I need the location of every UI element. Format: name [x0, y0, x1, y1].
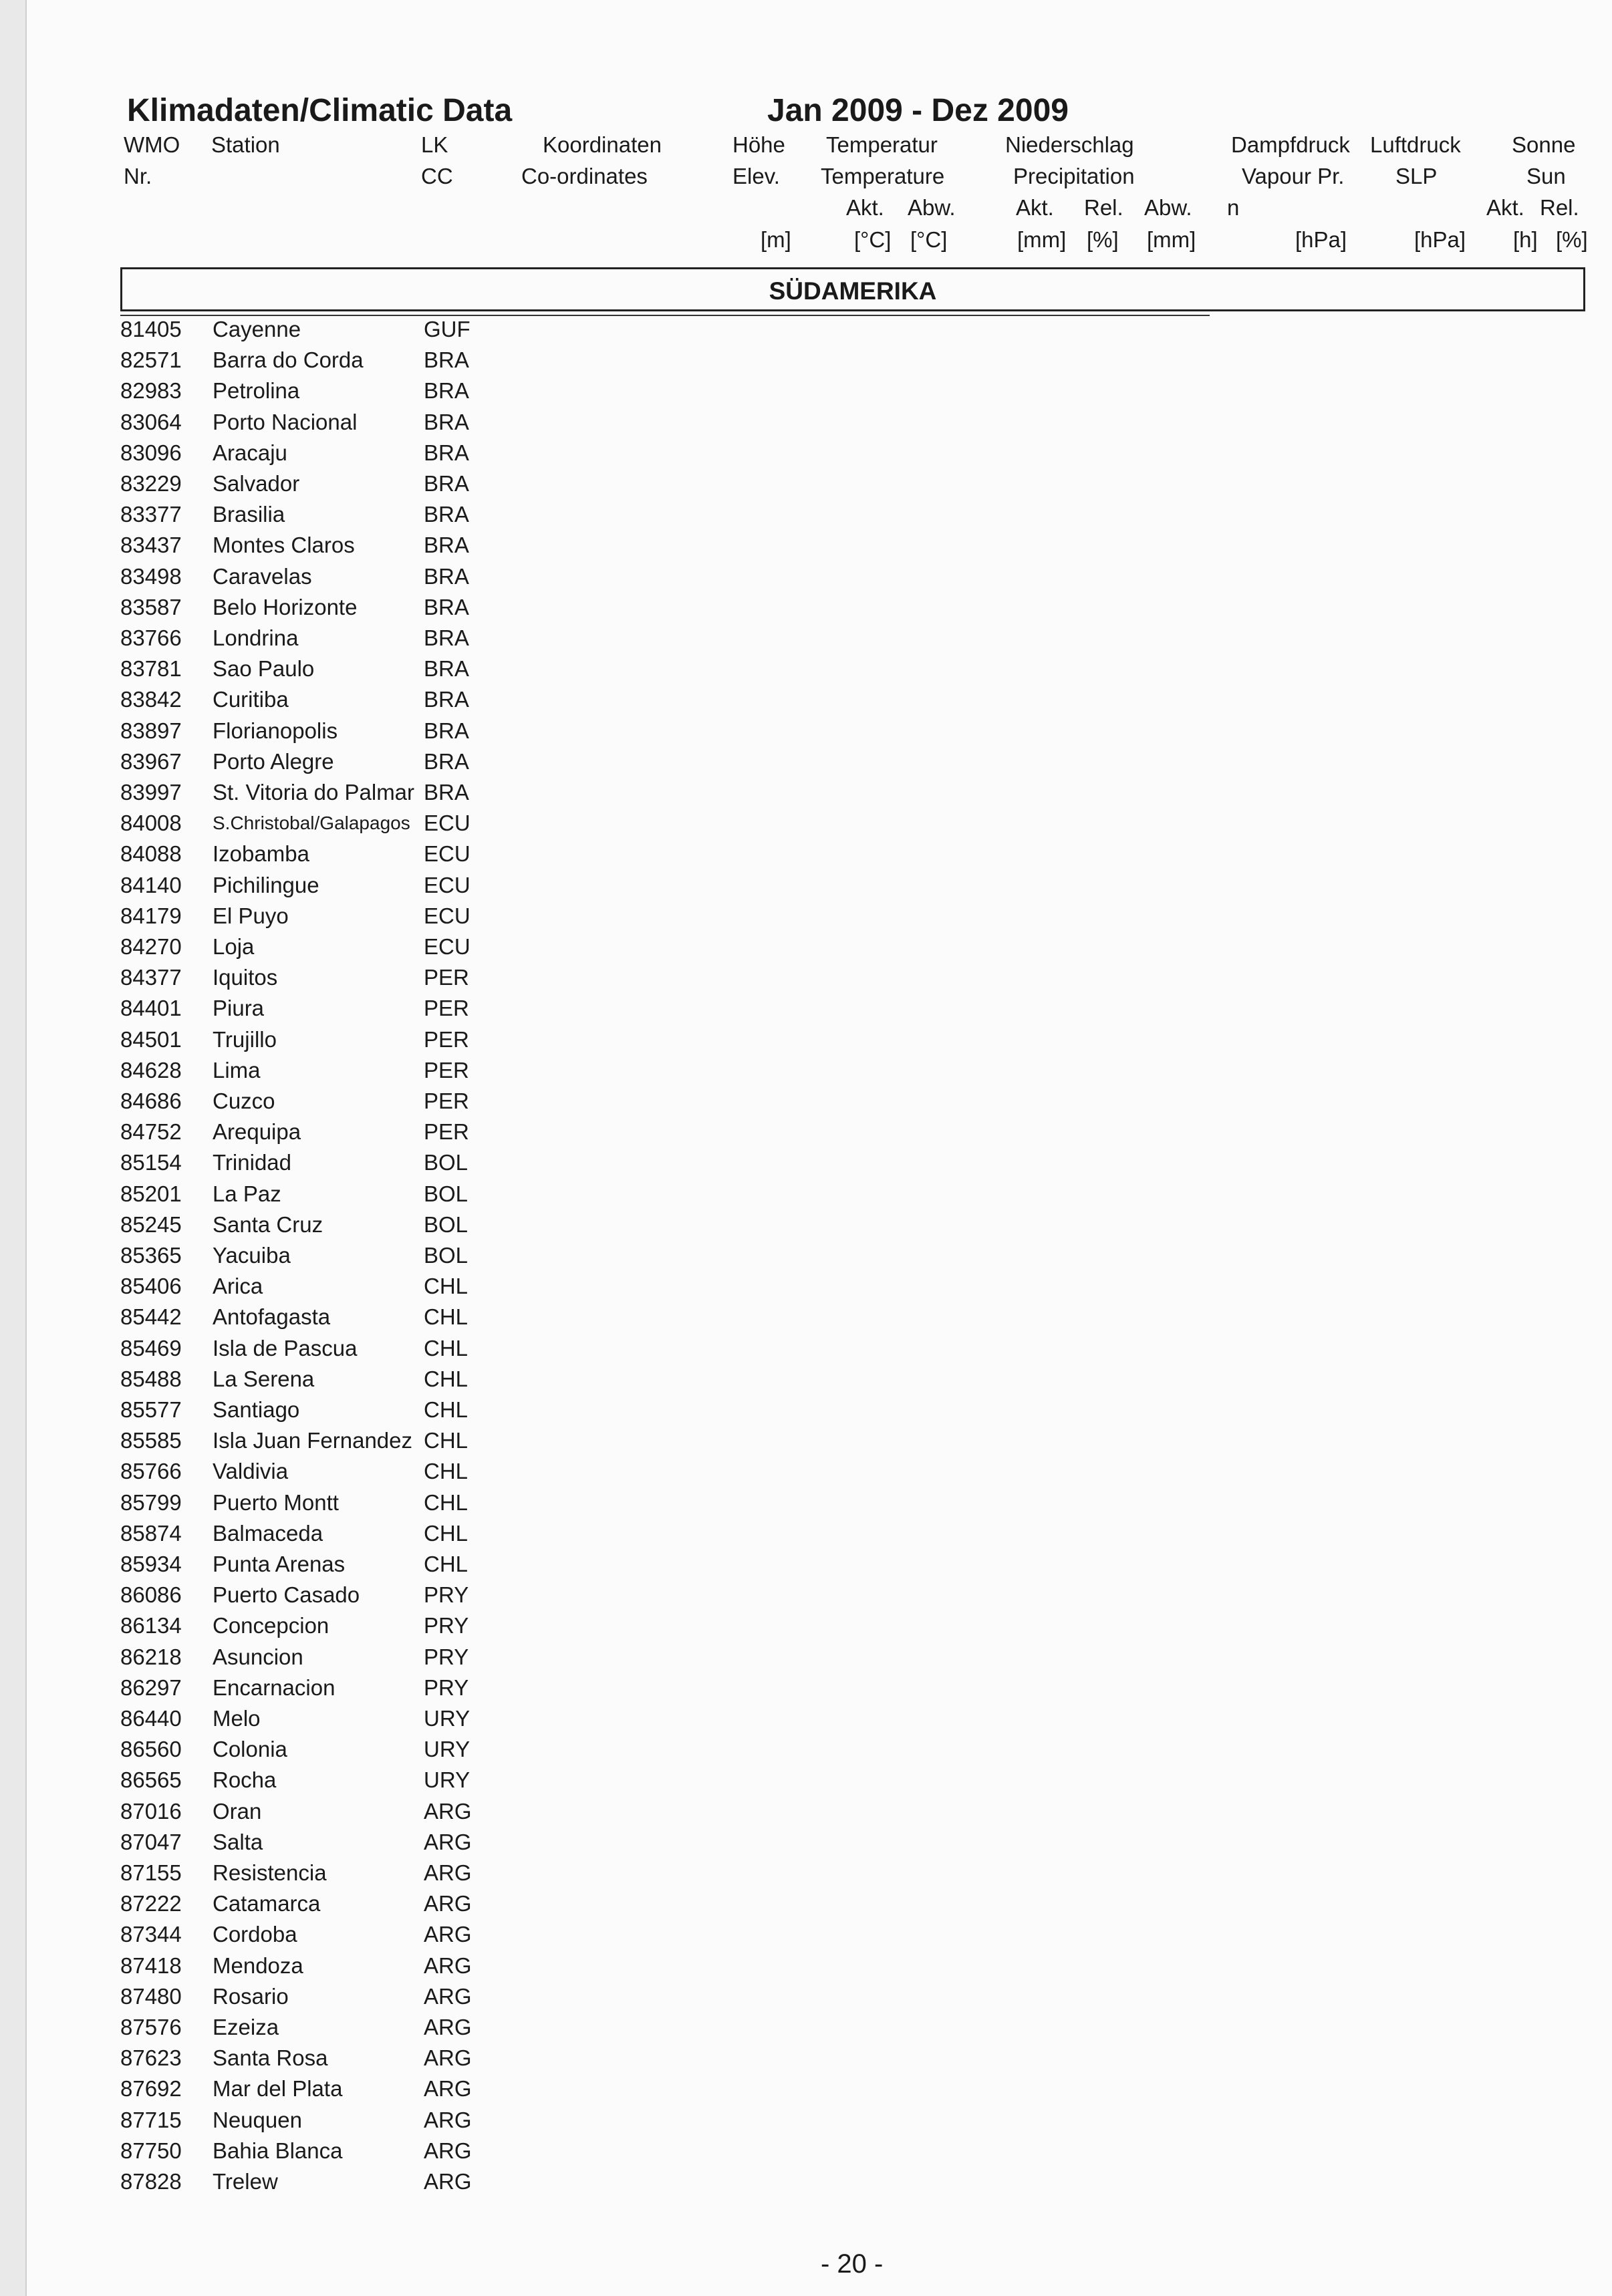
hdr-lk: LK	[421, 132, 448, 157]
page-title: Klimadaten/Climatic Data	[127, 93, 513, 128]
hdr-niederschlag: Niederschlag	[1005, 132, 1134, 157]
cell-station: Asuncion	[213, 1644, 303, 1669]
cell-cc: CHL	[424, 1366, 468, 1391]
hdr-hoehe: Höhe	[732, 132, 785, 157]
cell-station: Belo Horizonte	[213, 594, 358, 619]
cell-station: Brasilia	[213, 502, 285, 527]
hdr-sun-rel: Rel.	[1540, 195, 1579, 220]
cell-cc: CHL	[424, 1304, 468, 1330]
hdr-sun: Sun	[1526, 164, 1566, 188]
cell-cc: CHL	[424, 1552, 468, 1576]
cell-wmo: 87344	[120, 1922, 182, 1947]
hdr-coordinates: Co-ordinates	[521, 164, 648, 188]
cell-station: Yacuiba	[213, 1243, 291, 1268]
cell-station: Cuzco	[213, 1089, 275, 1113]
cell-wmo: 83766	[120, 625, 182, 650]
cell-station: Lima	[213, 1057, 261, 1083]
cell-cc: BRA	[424, 625, 469, 650]
cell-wmo: 85934	[120, 1552, 182, 1576]
cell-station: Bahia Blanca	[213, 2138, 343, 2163]
cell-wmo: 85365	[120, 1243, 182, 1268]
cell-cc: CHL	[424, 1459, 468, 1484]
cell-cc: PRY	[424, 1644, 469, 1669]
cell-station: Iquitos	[213, 965, 278, 990]
cell-cc: BRA	[424, 533, 469, 558]
cell-wmo: 87623	[120, 2045, 182, 2071]
cell-wmo: 87418	[120, 1953, 182, 1978]
cell-cc: ARG	[424, 1860, 472, 1885]
hdr-temperatur: Temperatur	[826, 132, 938, 157]
cell-wmo: 86440	[120, 1706, 182, 1731]
cell-station: Rosario	[213, 1983, 289, 2009]
cell-wmo: 85874	[120, 1520, 182, 1546]
cell-cc: CHL	[424, 1489, 468, 1515]
cell-wmo: 85488	[120, 1366, 182, 1391]
cell-cc: BRA	[424, 409, 469, 434]
cell-station: Trujillo	[213, 1026, 277, 1052]
cell-cc: BRA	[424, 563, 469, 589]
cell-wmo: 84088	[120, 841, 182, 867]
page-number: - 20 -	[821, 2249, 884, 2279]
cell-wmo: 84270	[120, 934, 182, 959]
cell-cc: PER	[424, 1057, 469, 1083]
hdr-luftdruck: Luftdruck	[1370, 132, 1461, 157]
cell-cc: BOL	[424, 1211, 468, 1237]
cell-cc: CHL	[424, 1274, 468, 1299]
cell-cc: ECU	[424, 841, 471, 867]
cell-cc: ECU	[424, 934, 471, 959]
cell-wmo: 87576	[120, 2015, 182, 2039]
unit-vapour: [hPa]	[1295, 227, 1347, 252]
cell-station: Caravelas	[213, 563, 312, 589]
cell-station: Arequipa	[213, 1119, 301, 1145]
cell-station: Trinidad	[213, 1150, 291, 1175]
cell-wmo: 87828	[120, 2169, 182, 2194]
cell-cc: URY	[424, 1706, 471, 1731]
cell-station: Balmaceda	[213, 1520, 323, 1546]
cell-cc: BRA	[424, 748, 469, 774]
cell-station: Puerto Montt	[213, 1489, 339, 1515]
cell-wmo: 86218	[120, 1644, 182, 1669]
cell-station: Porto Nacional	[213, 409, 358, 434]
cell-station: Cayenne	[213, 317, 301, 341]
cell-station: Mar del Plata	[213, 2076, 343, 2102]
cell-cc: ARG	[424, 1891, 472, 1916]
cell-wmo: 84008	[120, 811, 182, 836]
cell-station: Arica	[213, 1274, 263, 1299]
hdr-wmo: WMO	[124, 132, 180, 157]
cell-cc: ARG	[424, 2169, 472, 2194]
cell-station: Trelew	[213, 2169, 278, 2194]
cell-station: Montes Claros	[213, 533, 355, 558]
cell-station: Melo	[213, 1706, 261, 1731]
cell-station: Florianopolis	[213, 718, 338, 743]
cell-cc: BOL	[424, 1243, 468, 1268]
cell-cc: GUF	[424, 317, 471, 341]
cell-wmo: 83498	[120, 563, 182, 589]
cell-station: Loja	[213, 934, 255, 959]
cell-station: Oran	[213, 1798, 262, 1824]
cell-cc: ARG	[424, 2107, 472, 2132]
cell-station: Isla Juan Fernandez	[213, 1428, 413, 1453]
cell-wmo: 87480	[120, 1983, 182, 2009]
cell-wmo: 86560	[120, 1737, 182, 1762]
cell-cc: BRA	[424, 780, 469, 805]
cell-station: Catamarca	[213, 1891, 321, 1916]
cell-station: Aracaju	[213, 440, 287, 465]
unit-temp: [°C]	[854, 227, 892, 252]
cell-station: Izobamba	[213, 841, 309, 867]
cell-cc: PER	[424, 996, 469, 1021]
cell-cc: BOL	[424, 1181, 468, 1206]
cell-cc: ARG	[424, 2015, 472, 2039]
cell-station: El Puyo	[213, 903, 289, 928]
hdr-sonne: Sonne	[1512, 132, 1576, 157]
unit-sun-rel: [%]	[1556, 227, 1588, 252]
cell-cc: BRA	[424, 347, 469, 373]
hdr-slp: SLP	[1395, 164, 1438, 188]
cell-station: La Paz	[213, 1181, 281, 1206]
cell-wmo: 83437	[120, 533, 182, 558]
cell-cc: ARG	[424, 1922, 472, 1947]
cell-cc: BRA	[424, 594, 469, 619]
hdr-temp-abw: Abw.	[908, 195, 956, 220]
cell-station: Sao Paulo	[213, 656, 315, 682]
cell-station: Barra do Corda	[213, 347, 364, 373]
hdr-nr: Nr.	[124, 164, 152, 188]
cell-wmo: 84401	[120, 996, 182, 1021]
cell-cc: PER	[424, 1026, 469, 1052]
cell-cc: ARG	[424, 1798, 472, 1824]
cell-cc: URY	[424, 1767, 471, 1793]
cell-station: Curitiba	[213, 687, 289, 712]
cell-station: Porto Alegre	[213, 748, 334, 774]
hdr-prec-rel: Rel.	[1084, 195, 1123, 220]
hdr-prec-akt: Akt.	[1016, 195, 1054, 220]
cell-cc: ECU	[424, 872, 471, 897]
cell-wmo: 87692	[120, 2076, 182, 2102]
cell-station: Concepcion	[213, 1613, 329, 1638]
cell-wmo: 83997	[120, 780, 182, 805]
cell-wmo: 85469	[120, 1335, 182, 1360]
cell-wmo: 86565	[120, 1767, 182, 1793]
cell-wmo: 83842	[120, 687, 182, 712]
cell-cc: CHL	[424, 1428, 468, 1453]
cell-station: Punta Arenas	[213, 1552, 346, 1576]
hdr-prec-n: n	[1227, 195, 1240, 220]
cell-wmo: 83064	[120, 409, 182, 434]
cell-wmo: 83967	[120, 748, 182, 774]
cell-cc: BOL	[424, 1150, 468, 1175]
hdr-cc: CC	[421, 164, 453, 188]
cell-wmo: 87715	[120, 2107, 182, 2132]
cell-cc: PER	[424, 1119, 469, 1145]
cell-wmo: 86134	[120, 1613, 182, 1638]
cell-wmo: 84686	[120, 1089, 182, 1113]
cell-station: Mendoza	[213, 1953, 303, 1978]
cell-wmo: 84501	[120, 1026, 182, 1052]
cell-station: Rocha	[213, 1767, 277, 1793]
cell-wmo: 81405	[120, 317, 182, 341]
cell-wmo: 86086	[120, 1582, 182, 1608]
cell-wmo: 87047	[120, 1829, 182, 1854]
cell-wmo: 84752	[120, 1119, 182, 1145]
cell-wmo: 85799	[120, 1489, 182, 1515]
unit-m: [m]	[761, 227, 791, 252]
cell-station: Colonia	[213, 1737, 287, 1762]
cell-cc: CHL	[424, 1397, 468, 1422]
page	[25, 0, 1612, 2296]
hdr-elev: Elev.	[732, 164, 780, 188]
cell-cc: ARG	[424, 1829, 472, 1854]
cell-station: Salvador	[213, 471, 300, 496]
cell-station: Londrina	[213, 625, 299, 650]
cell-cc: ECU	[424, 811, 471, 836]
cell-wmo: 87750	[120, 2138, 182, 2163]
cell-cc: ARG	[424, 2076, 472, 2102]
cell-wmo: 84140	[120, 872, 182, 897]
cell-wmo: 83781	[120, 656, 182, 682]
cell-cc: URY	[424, 1737, 471, 1762]
unit-prec-abw: [mm]	[1147, 227, 1196, 252]
cell-wmo: 87155	[120, 1860, 182, 1885]
hdr-prec-abw: Abw.	[1144, 195, 1192, 220]
cell-station: Resistencia	[213, 1860, 327, 1885]
cell-wmo: 84377	[120, 965, 182, 990]
cell-wmo: 83897	[120, 718, 182, 743]
cell-cc: BRA	[424, 502, 469, 527]
hdr-precipitation: Precipitation	[1013, 164, 1135, 188]
cell-wmo: 83096	[120, 440, 182, 465]
cell-cc: PRY	[424, 1613, 469, 1638]
hdr-koordinaten: Koordinaten	[543, 132, 662, 157]
cell-station: Petrolina	[213, 378, 300, 404]
cell-cc: ARG	[424, 1953, 472, 1978]
cell-station: S.Christobal/Galapagos	[213, 813, 410, 834]
cell-station: Valdivia	[213, 1459, 289, 1484]
cell-wmo: 85245	[120, 1211, 182, 1237]
cell-wmo: 85154	[120, 1150, 182, 1175]
cell-cc: ECU	[424, 903, 471, 928]
period-title: Jan 2009 - Dez 2009	[767, 93, 1069, 128]
cell-wmo: 82571	[120, 347, 182, 373]
cell-cc: ARG	[424, 2138, 472, 2163]
cell-wmo: 85406	[120, 1274, 182, 1299]
region-header-box	[120, 267, 1585, 311]
cell-wmo: 85766	[120, 1459, 182, 1484]
cell-wmo: 85585	[120, 1428, 182, 1453]
cell-wmo: 85577	[120, 1397, 182, 1422]
cell-station: Ezeiza	[213, 2015, 279, 2039]
cell-station: Antofagasta	[213, 1304, 331, 1330]
cell-wmo: 82983	[120, 378, 182, 404]
hdr-temperature: Temperature	[821, 164, 945, 188]
cell-wmo: 83229	[120, 471, 182, 496]
cell-wmo: 84179	[120, 903, 182, 928]
cell-station: Isla de Pascua	[213, 1335, 358, 1360]
hdr-station: Station	[211, 132, 280, 157]
cell-cc: CHL	[424, 1520, 468, 1546]
cell-station: La Serena	[213, 1366, 315, 1391]
cell-cc: BRA	[424, 687, 469, 712]
cell-station: Encarnacion	[213, 1675, 335, 1700]
cell-cc: BRA	[424, 440, 469, 465]
cell-wmo: 83587	[120, 594, 182, 619]
unit-prec: [mm]	[1017, 227, 1067, 252]
cell-station: Neuquen	[213, 2107, 302, 2132]
cell-wmo: 86297	[120, 1675, 182, 1700]
cell-cc: BRA	[424, 378, 469, 404]
cell-cc: BRA	[424, 718, 469, 743]
separator-line	[120, 315, 1210, 316]
cell-cc: BRA	[424, 471, 469, 496]
cell-cc: PER	[424, 965, 469, 990]
cell-station: Piura	[213, 996, 265, 1021]
cell-wmo: 87016	[120, 1798, 182, 1824]
cell-wmo: 84628	[120, 1057, 182, 1083]
unit-temp-abw: [°C]	[910, 227, 948, 252]
cell-cc: PRY	[424, 1675, 469, 1700]
cell-station: Santiago	[213, 1397, 300, 1422]
cell-cc: CHL	[424, 1335, 468, 1360]
cell-wmo: 87222	[120, 1891, 182, 1916]
cell-station: Cordoba	[213, 1922, 297, 1947]
cell-station: Puerto Casado	[213, 1582, 360, 1608]
cell-wmo: 85201	[120, 1181, 182, 1206]
hdr-vapour: Vapour Pr.	[1242, 164, 1345, 188]
cell-wmo: 85442	[120, 1304, 182, 1330]
cell-cc: BRA	[424, 656, 469, 682]
cell-station: Santa Rosa	[213, 2045, 328, 2071]
cell-cc: ARG	[424, 1983, 472, 2009]
hdr-sun-akt: Akt.	[1486, 195, 1524, 220]
unit-prec-rel: [%]	[1087, 227, 1119, 252]
unit-sun: [h]	[1513, 227, 1538, 252]
cell-station: Pichilingue	[213, 872, 319, 897]
unit-slp: [hPa]	[1414, 227, 1466, 252]
hdr-temp-akt: Akt.	[846, 195, 884, 220]
cell-station: Salta	[213, 1829, 263, 1854]
cell-cc: PER	[424, 1089, 469, 1113]
cell-wmo: 83377	[120, 502, 182, 527]
cell-cc: PRY	[424, 1582, 469, 1608]
cell-station: Santa Cruz	[213, 1211, 323, 1237]
region-label: SÜDAMERIKA	[769, 277, 937, 305]
cell-cc: ARG	[424, 2045, 472, 2071]
cell-station: St. Vitoria do Palmar	[213, 780, 415, 805]
hdr-dampfdruck: Dampfdruck	[1231, 132, 1350, 157]
